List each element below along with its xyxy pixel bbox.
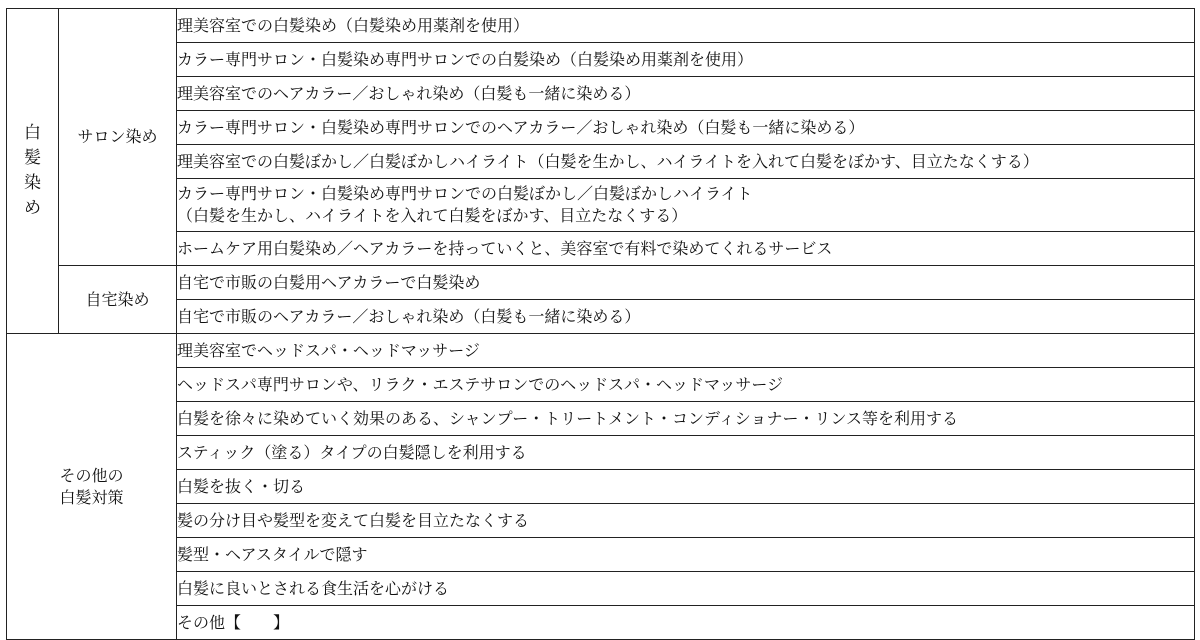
- table-row: [7, 504, 1195, 538]
- option-item: その他【 】: [177, 606, 1195, 640]
- option-item: 自宅で市販のヘアカラー／おしゃれ染め（白髪も一緒に染める）: [177, 300, 1195, 334]
- table-row: [7, 572, 1195, 606]
- table-row: [7, 606, 1195, 640]
- table-row: [7, 470, 1195, 504]
- table-row: [7, 300, 1195, 334]
- option-item: カラー専門サロン・白髪染め専門サロンでの白髪ぼかし／白髪ぼかしハイライト （白髪を生かし、ハイライトを入れて白髪をぼかす、目立たなくする）: [177, 179, 1195, 232]
- option-item: 白髪に良いとされる食生活を心がける: [177, 572, 1195, 606]
- subcategory-salon-dye: サロン染め: [59, 9, 177, 266]
- option-item: 白髪を抜く・切る: [177, 470, 1195, 504]
- table-row: [7, 111, 1195, 145]
- table-row: [7, 402, 1195, 436]
- table-row: [7, 179, 1195, 232]
- option-item: 白髪を徐々に染めていく効果のある、シャンプー・トリートメント・コンディショナー・リンス等を利用する: [177, 402, 1195, 436]
- table-row: [7, 9, 1195, 43]
- option-item: ヘッドスパ専門サロンや、リラク・エステサロンでのヘッドスパ・ヘッドマッサージ: [177, 368, 1195, 402]
- option-item: 理美容室での白髪ぼかし／白髪ぼかしハイライト（白髪を生かし、ハイライトを入れて白髪をぼかす、目立たなくする）: [177, 145, 1195, 179]
- table-row: [7, 538, 1195, 572]
- option-item: スティック（塗る）タイプの白髪隠しを利用する: [177, 436, 1195, 470]
- table-row: [7, 436, 1195, 470]
- category-other-measures: その他の 白髪対策: [7, 334, 177, 640]
- table-row: [7, 145, 1195, 179]
- option-item: 理美容室でのヘアカラー／おしゃれ染め（白髪も一緒に染める）: [177, 77, 1195, 111]
- option-item: カラー専門サロン・白髪染め専門サロンでのヘアカラー／おしゃれ染め（白髪も一緒に染める）: [177, 111, 1195, 145]
- option-item: カラー専門サロン・白髪染め専門サロンでの白髪染め（白髪染め用薬剤を使用）: [177, 43, 1195, 77]
- hair-care-options-table: [6, 8, 1195, 640]
- table-row: [7, 43, 1195, 77]
- option-item: 理美容室での白髪染め（白髪染め用薬剤を使用）: [177, 9, 1195, 43]
- option-item: ホームケア用白髪染め／ヘアカラーを持っていくと、美容室で有料で染めてくれるサービス: [177, 232, 1195, 266]
- subcategory-home-dye: 自宅染め: [59, 266, 177, 334]
- category-hair-dye: [7, 9, 59, 334]
- option-item: 髪型・ヘアスタイルで隠す: [177, 538, 1195, 572]
- option-item: 髪の分け目や髪型を変えて白髪を目立たなくする: [177, 504, 1195, 538]
- table-row: [7, 368, 1195, 402]
- option-item: 理美容室でヘッドスパ・ヘッドマッサージ: [177, 334, 1195, 368]
- option-item: 自宅で市販の白髪用ヘアカラーで白髪染め: [177, 266, 1195, 300]
- table-row: [7, 77, 1195, 111]
- table-row: [7, 232, 1195, 266]
- table-row: [7, 266, 1195, 300]
- category-hair-dye-label: 白髪染め: [24, 123, 41, 218]
- table-row: [7, 334, 1195, 368]
